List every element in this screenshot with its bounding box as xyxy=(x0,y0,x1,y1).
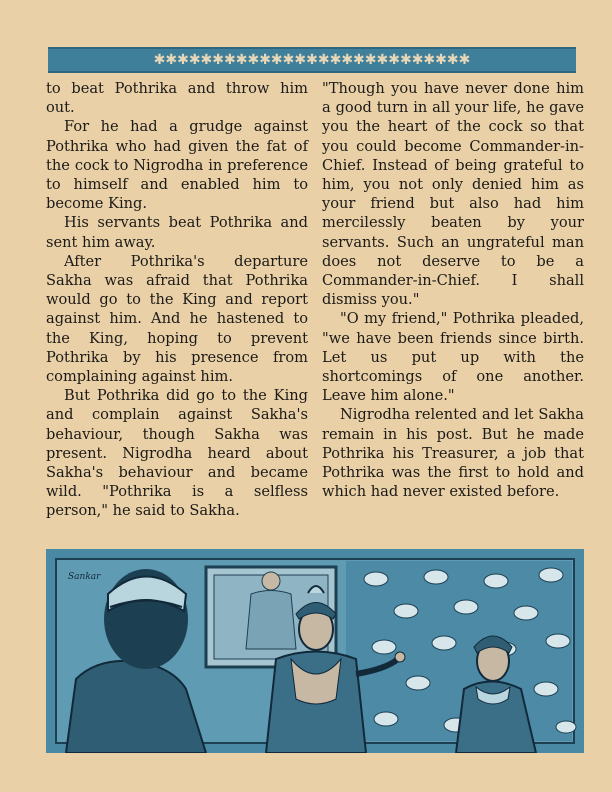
left-text-column xyxy=(46,79,308,521)
artist-signature: Sankar xyxy=(68,572,101,582)
border-pattern: ✱✱✱✱✱✱✱✱✱✱✱✱✱✱✱✱✱✱✱✱✱✱✱✱✱✱✱ xyxy=(153,52,471,68)
paragraph: After Pothrika's departure Sakha was afraid that Pothrika would go to the King and report against him. And he hastened to the King, hoping to prevent Pothrika by his presence from complaining against him. xyxy=(46,252,308,386)
decorative-border xyxy=(48,47,576,73)
paragraph: to beat Pothrika and throw him out. xyxy=(46,80,308,117)
paragraph: "O my friend," Pothrika pleaded, "we have been friends since birth. Let us put up with the shortcomings of one another. Leave him alone." xyxy=(322,310,584,405)
paragraph: "Though you have never done him a good turn in all your life, he gave you the heart of the cock so that you could become Commander-in-Chief. Instead of being grateful to him, you not only denied him as your friend but also had him mercilessly beaten by your servants. Such an ungrateful man does not deserve to be a Commander-in-Chief. I shall dismiss you." xyxy=(322,80,584,309)
paragraph: For he had a grudge against Pothrika who had given the fat of the cock to Nigrodha in preference to himself and enabled him to become King. xyxy=(46,118,308,213)
paragraph: Nigrodha relented and let Sakha remain in his post. But he made Pothrika his Treasurer, a job that Pothrika was the first to hold and which had never existed before. xyxy=(322,406,584,501)
illustration-drawing xyxy=(46,549,584,753)
paragraph: His servants beat Pothrika and sent him away. xyxy=(46,214,308,251)
paragraph: But Pothrika did go to the King and complain against Sakha's behaviour, though Sakha was present. Nigrodha heard about Sakha's behaviour and became wild. "Pothrika is a selfless person," he said to Sakha. xyxy=(46,387,308,520)
court-scene-illustration xyxy=(46,549,584,753)
right-text-column xyxy=(322,79,584,501)
